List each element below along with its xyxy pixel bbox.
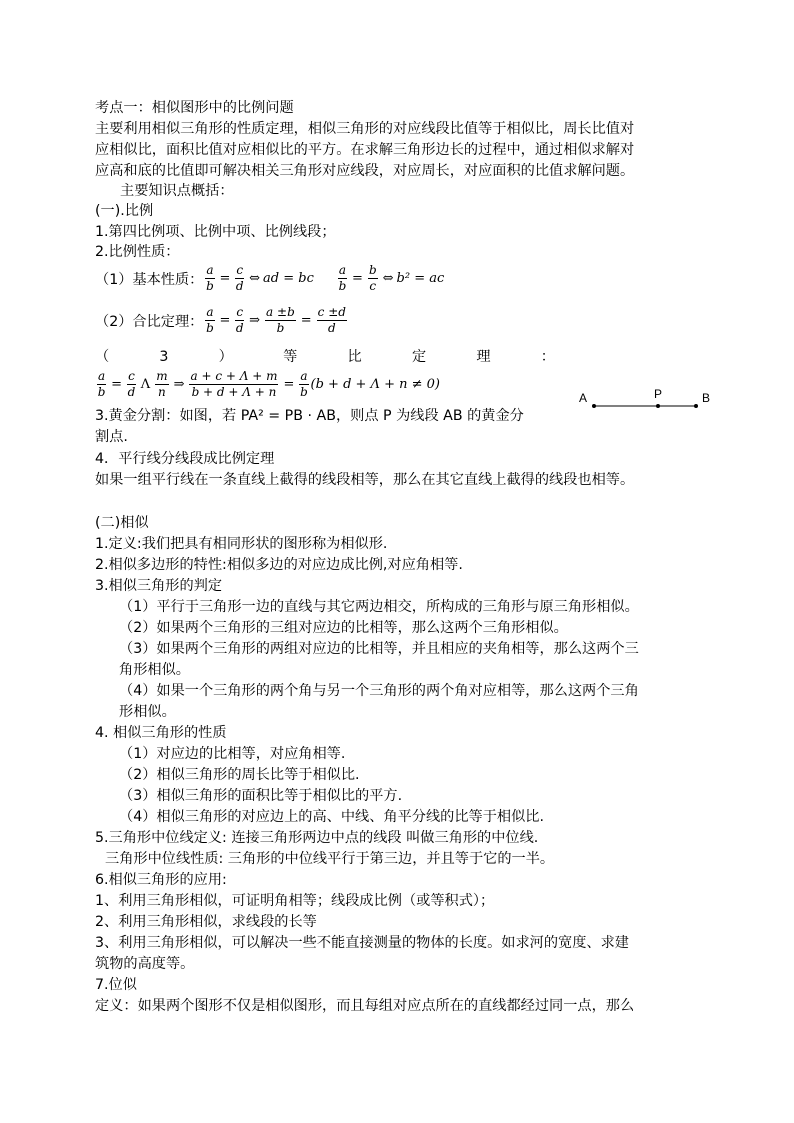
fraction [265,305,296,336]
text-part: 3 [159,349,169,365]
implies-symbol: ⇒ [173,377,185,392]
implies-symbol: ⇒ [249,313,261,328]
numerator: b [368,263,377,277]
fraction [189,369,278,400]
sum-theorem-label: （2）合比定理： [95,313,204,330]
fraction [368,263,378,294]
application-3: 3、利用三角形相似，可以解决一些不能直接测量的物体的长度。如求河的宽度、求建 [95,935,629,951]
similar-triangle-properties: 4. 相似三角形的性质 [95,725,227,741]
label-a: A [579,391,588,405]
basic-property-label: （1）基本性质： [95,271,204,288]
point-p-dot [656,404,660,408]
applications-heading: 6.相似三角形的应用: [95,872,227,888]
property-1: （1）对应边的比相等，对应角相等. [119,746,346,762]
denominator: d [127,385,136,399]
numerator: a ±b [266,305,295,319]
numerator: a [300,369,308,383]
denominator: d [327,321,336,335]
item-4-text: 如果一组平行线在一条直线上截得的线段相等，那么在其它直线上截得的线段也相等。 [95,472,635,488]
numerator: a [98,369,106,383]
midline-property: 三角形中位线性质: 三角形的中位线平行于第三边，并且等于它的一半。 [105,851,555,867]
fraction [155,369,168,400]
property-4: （4）相似三角形的对应边上的高、中线、角平分线的比等于相似比. [119,809,544,825]
numerator: c [128,369,135,383]
sum-theorem-row [95,305,349,336]
label-b: B [702,391,711,405]
basic-result-2: b² = ac [396,271,445,286]
equals-sign: = [300,313,312,328]
fraction [299,369,308,400]
ellipsis-symbol: Λ [140,377,151,392]
numerator: c [236,263,244,277]
similar-definition: 1.定义:我们把具有相同形状的图形称为相似形. [95,536,388,552]
intro-line-2: 应相似比，面积比值对应相似比的平方。在求解三角形边长的过程中，通过相似求解对 [95,142,635,158]
section-title: 考点一：相似图形中的比例问题 [95,100,294,116]
criterion-3-cont: 角形相似。 [119,662,190,678]
denominator: c [369,279,377,293]
property-2: （2）相似三角形的周长比等于相似比. [119,767,360,783]
text-part: 比 [347,349,362,365]
criterion-2: （2）如果两个三角形的三组对应边的比相等，那么这两个三角形相似。 [119,620,568,636]
numerator: a [338,263,347,277]
golden-section-line-1: 3.黄金分割：如图，若 PA² = PB · AB，则点 P 为线段 AB 的黄金分 [95,408,524,424]
fraction [205,305,214,336]
denominator: b [97,385,106,399]
numerator: c [236,305,244,319]
iff-symbol: ⇔ [382,271,394,286]
fraction [235,263,244,294]
golden-section-figure [576,384,716,424]
similar-polygon-property: 2.相似多边形的特性:相似多边的对应边成比例,对应角相等. [95,557,463,573]
equals-sign: = [283,377,295,392]
denominator: b + d + Λ + n [191,385,277,399]
equals-sign: = [111,377,123,392]
denominator: d [235,321,244,335]
numerator: a + c + Λ + m [190,369,278,383]
homothety-heading: 7.位似 [95,977,137,993]
property-3: （3）相似三角形的面积比等于相似比的平方. [119,788,403,804]
application-3-cont: 筑物的高度等。 [95,956,195,972]
similar-triangle-criteria: 3.相似三角形的判定 [95,578,223,594]
criterion-1: （1）平行于三角形一边的直线与其它两边相交，所构成的三角形与原三角形相似。 [119,599,639,615]
point-a-dot [592,404,596,408]
intro-line-3: 应高和底的比值即可解决相关三角形对应线段，对应周长，对应面积的比值求解问题。 [95,163,635,179]
midline-definition: 5.三角形中位线定义: 连接三角形两边中点的线段 叫做三角形的中位线. [95,830,539,846]
item-1: 1.第四比例项、比例中项、比例线段； [95,224,336,240]
denominator: b [206,321,214,335]
intro-line-1: 主要利用相似三角形的性质定理，相似三角形的对应线段比值等于相似比，周长比值对 [95,121,635,137]
condition: (b + d + Λ + n ≠ 0) [310,377,440,392]
heading-similarity: (二)相似 [95,515,149,531]
basic-property-row [95,263,444,294]
fraction [235,305,244,336]
equals-sign: = [219,271,231,286]
equal-ratio-heading [95,347,555,367]
basic-result-1: ad = bc [263,271,314,286]
equal-ratio-formula [95,369,440,400]
denominator: b [276,321,285,335]
equals-sign: = [352,271,363,286]
fraction [317,305,347,336]
denominator: b [300,385,308,399]
point-b-dot [694,404,698,408]
text-part: ： [540,349,555,365]
golden-section-line-2: 割点. [95,429,128,445]
denominator: d [235,279,244,293]
text-part: ） [218,349,233,365]
numerator: a [206,263,214,277]
numerator: c ±d [317,305,346,319]
text-part: 定 [411,349,427,365]
numerator: a [206,305,214,319]
criterion-4: （4）如果一个三角形的两个角与另一个三角形的两个角对应相等，那么这两个三角 [119,683,639,699]
text-part: 理 [476,349,491,365]
item-4: 4．平行线分线段成比例定理 [95,451,275,467]
label-p: P [654,387,663,401]
criterion-3: （3）如果两个三角形的两组对应边的比相等，并且相应的夹角相等，那么这两个三 [119,641,639,657]
application-2: 2、利用三角形相似，求线段的长等 [95,914,317,930]
denominator: b [338,279,347,293]
fraction [127,369,136,400]
text-part: （ [95,349,110,365]
homothety-definition: 定义：如果两个图形不仅是相似图形，而且每组对应点所在的直线都经过同一点，那么 [95,998,635,1014]
fraction [205,263,214,294]
summary-heading: 主要知识点概括： [120,183,234,199]
denominator: b [206,279,214,293]
numerator: m [156,369,168,383]
fraction [97,369,106,400]
text-part: 等 [283,349,298,365]
denominator: n [158,385,166,399]
heading-proportion: (一).比例 [95,203,154,219]
criterion-4-cont: 形相似。 [119,704,176,720]
fraction [338,263,347,294]
application-1: 1、利用三角形相似，可证明角相等；线段成比例（或等积式）； [95,893,495,909]
item-2: 2.比例性质： [95,244,180,260]
equals-sign: = [219,313,231,328]
iff-symbol: ⇔ [249,271,261,286]
